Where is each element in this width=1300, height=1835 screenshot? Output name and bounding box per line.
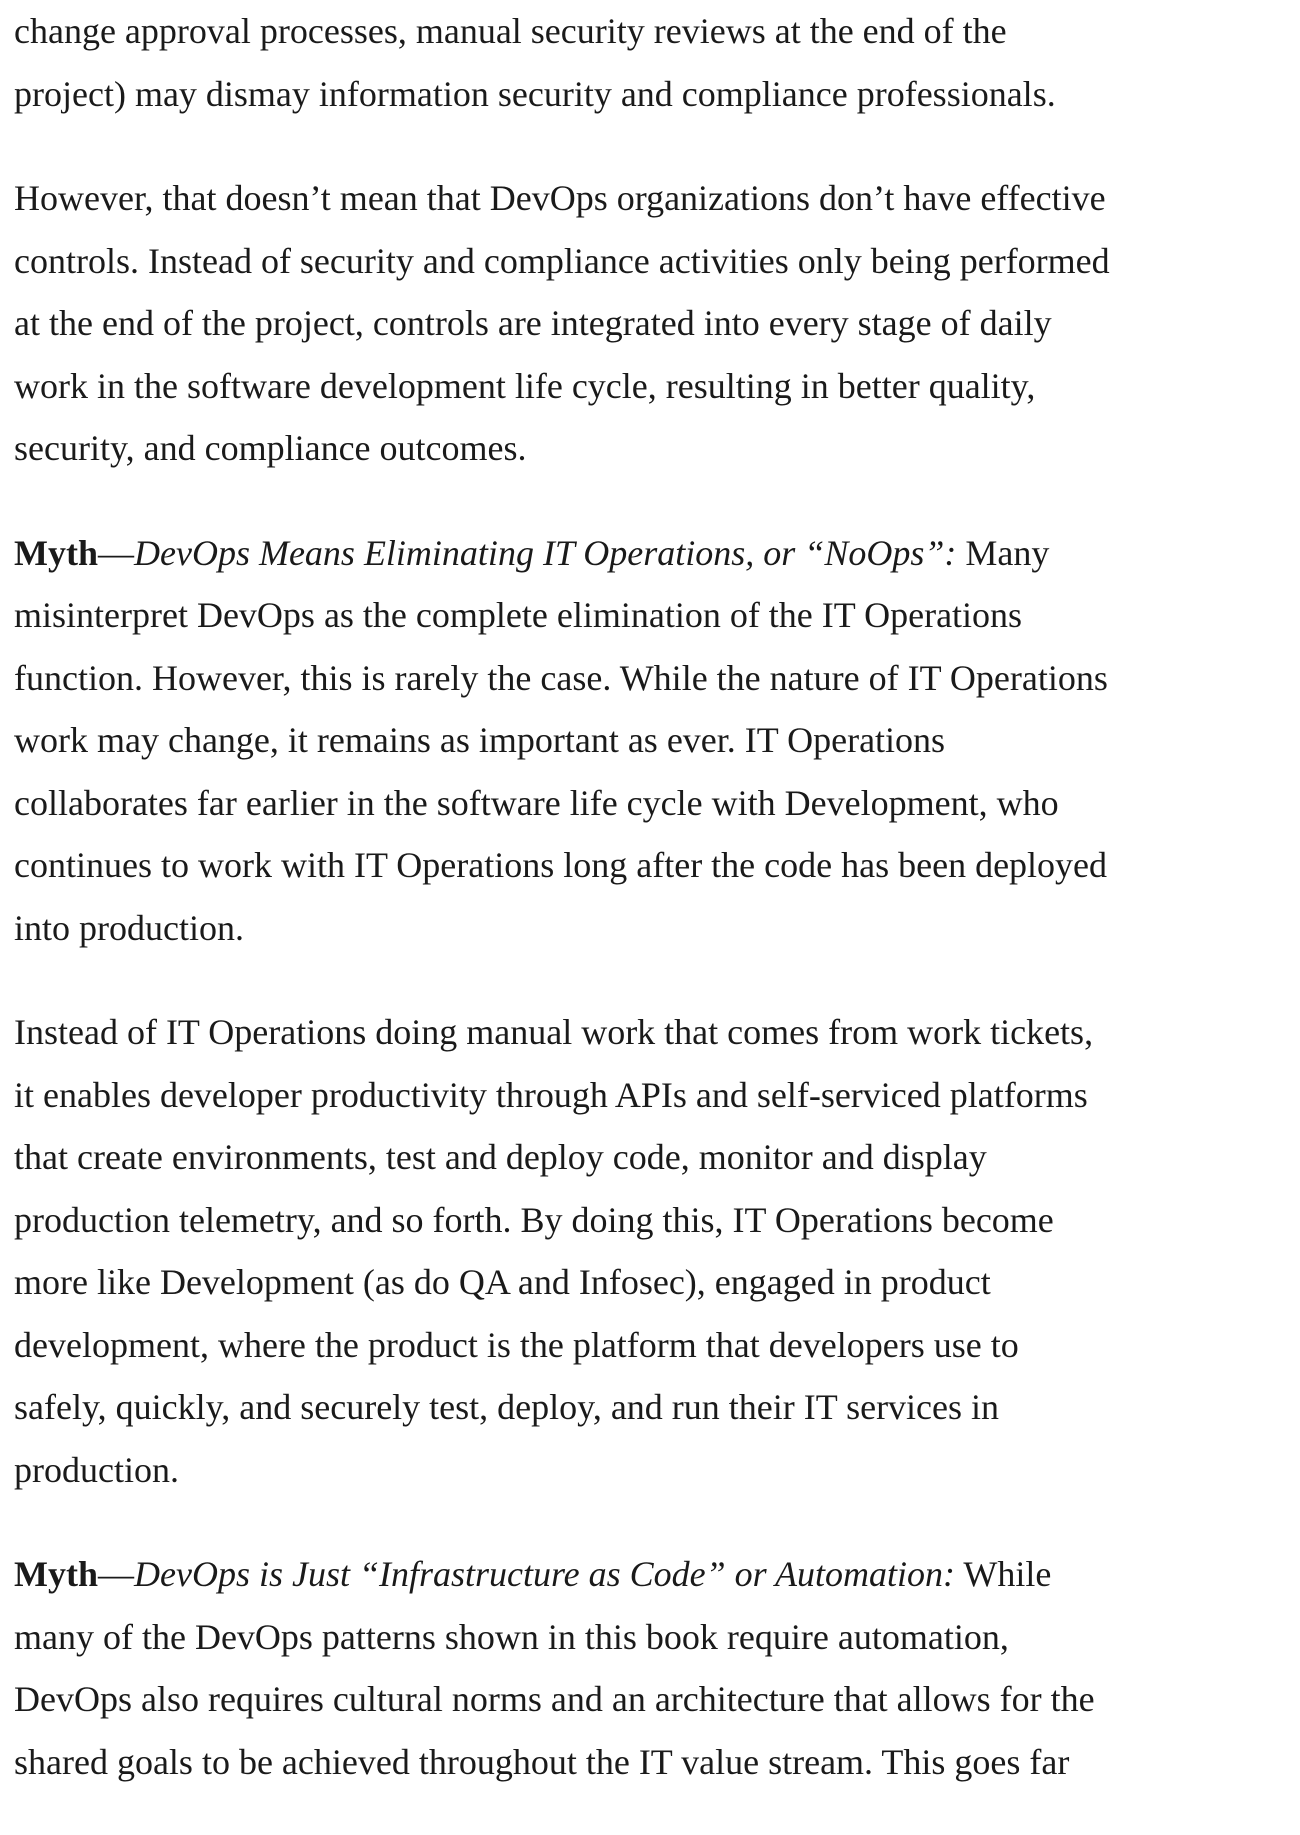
- text-line: production telemetry, and so forth. By doing this, IT Operations become: [14, 1199, 1054, 1240]
- text-line: security, and compliance outcomes.: [14, 428, 527, 468]
- text-line: collaborates far earlier in the software life cycle with Development, who: [14, 782, 1059, 823]
- text-line: misinterpret DevOps as the complete elimination of the IT Operations: [14, 595, 1023, 635]
- text-line: DevOps also requires cultural norms and an architecture that allows for the: [14, 1679, 1095, 1719]
- text-line: function. However, this is rarely the case. While the nature of IT Operations: [14, 657, 1108, 698]
- myth-first-line-rest: Many: [956, 532, 1050, 573]
- text-line: controls. Instead of security and compliance activities only being performed: [14, 240, 1110, 281]
- myth-label: Myth: [14, 532, 98, 573]
- text-line: safely, quickly, and securely test, deploy, and run their IT services in: [14, 1387, 1000, 1427]
- text-line: that create environments, test and deploy code, monitor and display: [14, 1137, 987, 1177]
- myth-title: DevOps is Just “Infrastructure as Code” or Automation:: [134, 1554, 956, 1594]
- paragraph-effective-controls: [14, 167, 1300, 480]
- text-line: work in the software development life cycle, resulting in better quality,: [14, 365, 1036, 406]
- text-line: at the end of the project, controls are integrated into every stage of daily: [14, 303, 1052, 343]
- myth-heading-line: [14, 1543, 1300, 1606]
- text-line: work may change, it remains as important as ever. IT Operations: [14, 720, 946, 760]
- paragraph-developer-productivity: [14, 1001, 1300, 1501]
- text-line: change approval processes, manual security reviews at the end of the: [14, 11, 1007, 51]
- text-line: However, that doesn’t mean that DevOps organizations don’t have effective: [14, 178, 1106, 218]
- text-line: production.: [14, 1449, 179, 1490]
- text-line: shared goals to be achieved throughout the IT value stream. This goes far: [14, 1741, 1070, 1782]
- myth-label: Myth: [14, 1554, 98, 1594]
- text-line: development, where the product is the platform that developers use to: [14, 1324, 1019, 1365]
- text-line: many of the DevOps patterns shown in this book require automation,: [14, 1616, 1009, 1657]
- myth-heading-line: [14, 522, 1300, 585]
- myth-title: DevOps Means Eliminating IT Operations, or “NoOps”:: [134, 532, 957, 573]
- myth-first-line-rest: While: [955, 1554, 1052, 1594]
- paragraph-myth-infrastructure-as-code: [14, 1543, 1300, 1793]
- em-dash: —: [98, 532, 134, 573]
- em-dash: —: [98, 1554, 134, 1594]
- book-page: [14, 0, 1300, 1835]
- text-line: into production.: [14, 907, 244, 948]
- text-line: continues to work with IT Operations long after the code has been deployed: [14, 845, 1108, 885]
- paragraph-approval-processes: [14, 0, 1300, 125]
- text-line: Instead of IT Operations doing manual work that comes from work tickets,: [14, 1012, 1094, 1052]
- text-line: more like Development (as do QA and Infosec), engaged in product: [14, 1262, 991, 1302]
- text-line: project) may dismay information security and compliance professionals.: [14, 73, 1056, 114]
- paragraph-myth-noops: [14, 522, 1300, 960]
- text-line: it enables developer productivity through APIs and self-serviced platforms: [14, 1074, 1088, 1115]
